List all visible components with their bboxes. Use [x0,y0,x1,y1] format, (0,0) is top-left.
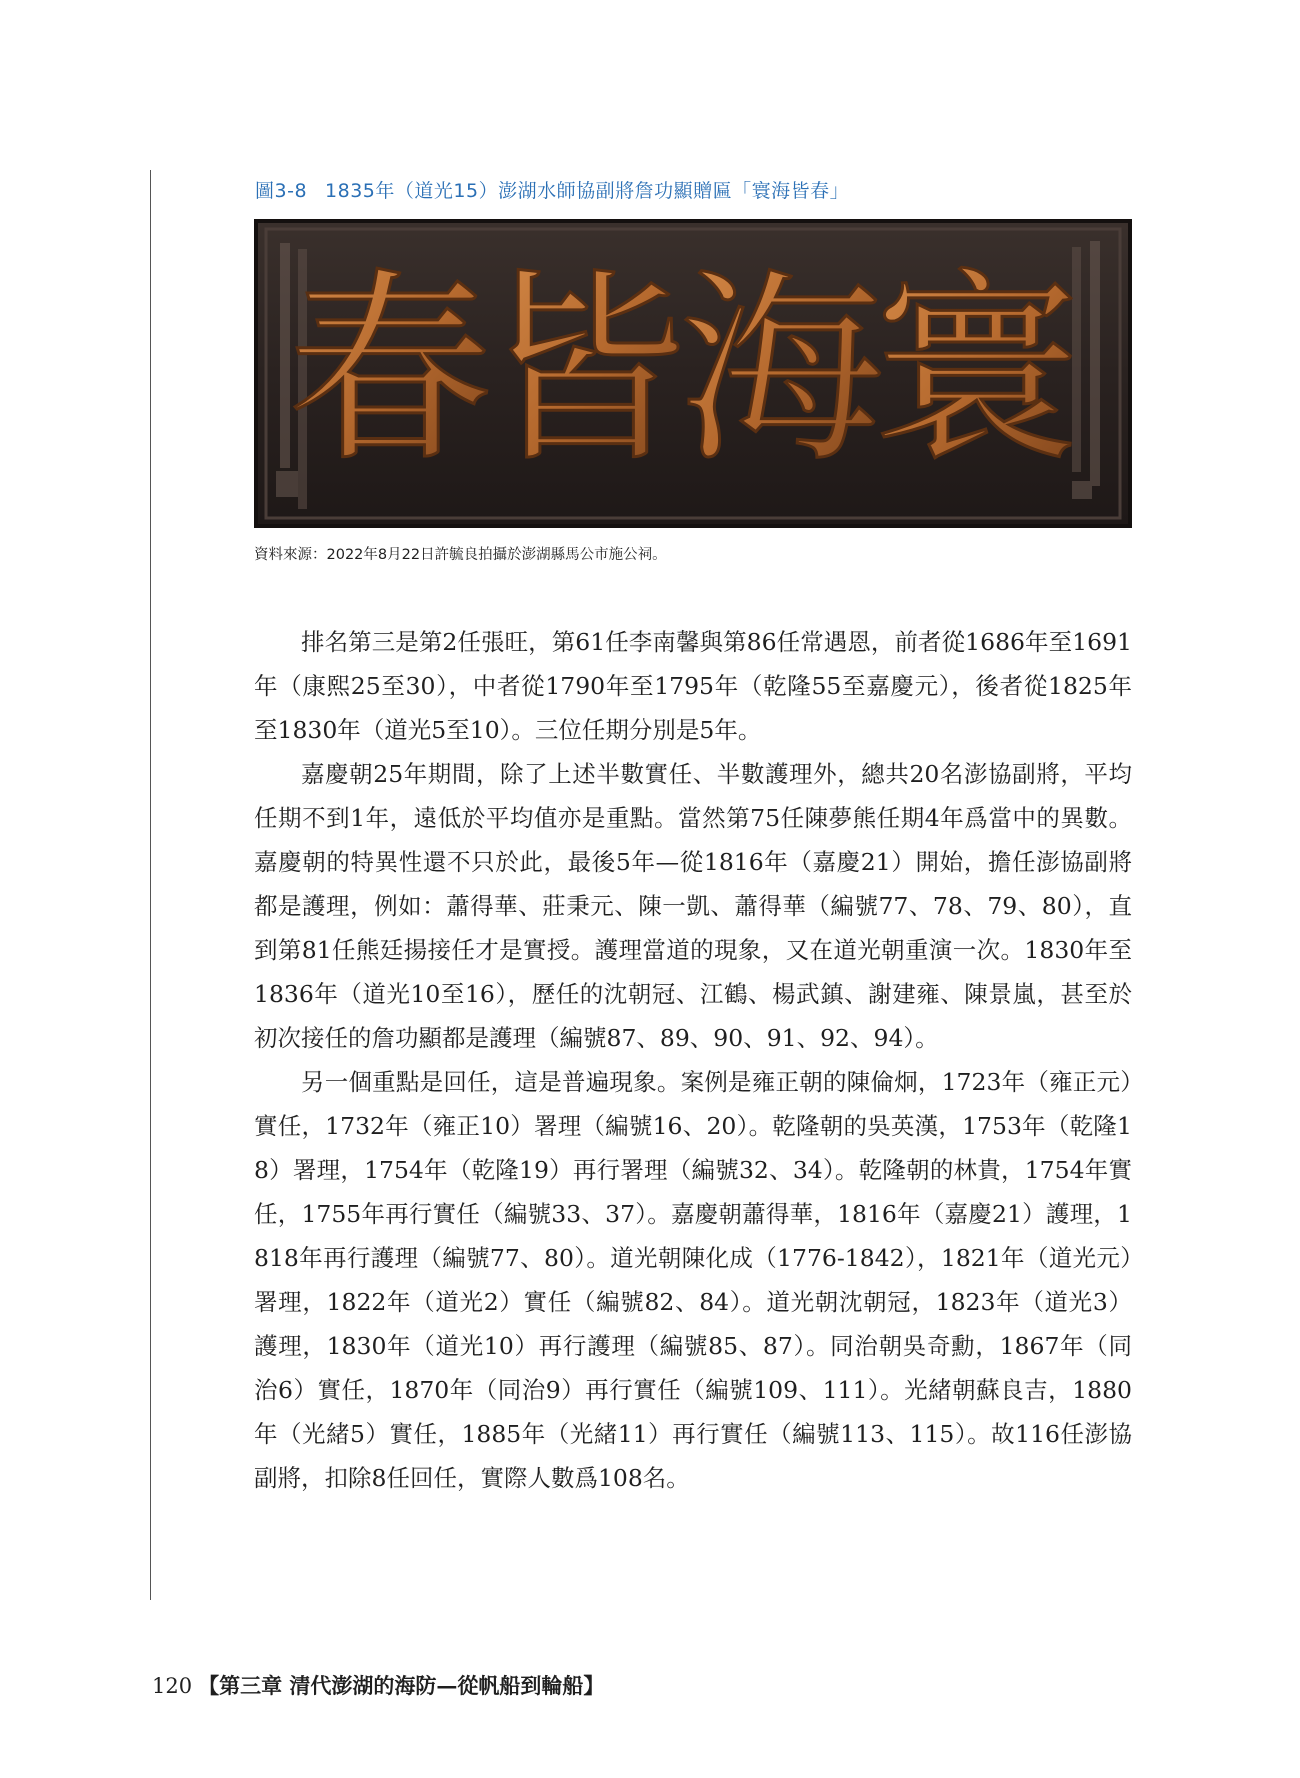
paragraph: 另一個重點是回任，這是普遍現象。案例是雍正朝的陳倫炯，1723年（雍正元）實任，1732年（雍正10）署理（編號16、20）。乾隆朝的吳英漢，1753年（乾隆18）署理，1754年（乾隆19）再行署理（編號32、34）。乾隆朝的林貴，1754年實任，1755年再行實任（編號33、37）。嘉慶朝蕭得華，1816年（嘉慶21）護理，1818年再行護理（編號77、80）。道光朝陳化成（1776-1842），1821年（道光元）署理，1822年（道光2）實任（編號82、84）。道光朝沈朝冠，1823年（道光3）護理，1830年（道光10）再行護理（編號85、87）。同治朝吳奇勳，1867年（同治6）實任，1870年（同治9）再行實任（編號109、111）。光緒朝蘇良吉，1880年（光緒5）實任，1885年（光緒11）再行實任（編號113、115）。故116任澎協副將，扣除8任回任，實際人數爲108名。 [254,1068,1132,1492]
plaque-character: 寰 [873,252,1079,490]
plaque-character: 春 [287,252,493,490]
chapter-title: 【第三章 清代澎湖的海防—從帆船到輪船】 [198,1673,605,1698]
figure-source-note: 資料來源：2022年8月22日許毓良拍攝於澎湖縣馬公市施公祠。 [254,547,667,563]
figure-caption-text: 1835年（道光15）澎湖水師協副將詹功顯贈匾「寰海皆春」 [325,180,850,202]
plaque-character: 海 [678,252,884,490]
page-number: 120 [152,1674,193,1698]
paragraph: 排名第三是第2任張旺，第61任李南馨與第86任常遇恩，前者從1686年至1691年（康熙25至30），中者從1790年至1795年（乾隆55至嘉慶元），後者從1825年至1830年（道光5至10）。三位任期分別是5年。 [254,628,1132,744]
page-footer [152,1670,604,1700]
figure-number: 圖3-8 [255,180,308,202]
paragraph: 嘉慶朝25年期間，除了上述半數實任、半數護理外，總共20名澎協副將，平均任期不到1年，遠低於平均值亦是重點。當然第75任陳夢熊任期4年爲當中的異數。嘉慶朝的特異性還不只於此，最後5年—從1816年（嘉慶21）開始，擔任澎協副將都是護理，例如：蕭得華、莊秉元、陳一凱、蕭得華（編號77、78、79、80），直到第81任熊廷揚接任才是實授。護理當道的現象，又在道光朝重演一次。1830年至1836年（道光10至16），歷任的沈朝冠、江鶴、楊武鎮、謝建雍、陳景嵐，甚至於初次接任的詹功顯都是護理（編號87、89、90、91、92、94）。 [254,760,1132,1052]
body-text [254,620,1132,1500]
margin-rule [150,170,151,1600]
plaque-character: 皆 [482,252,688,490]
plaque-photo [254,219,1132,528]
figure-caption [255,176,849,203]
